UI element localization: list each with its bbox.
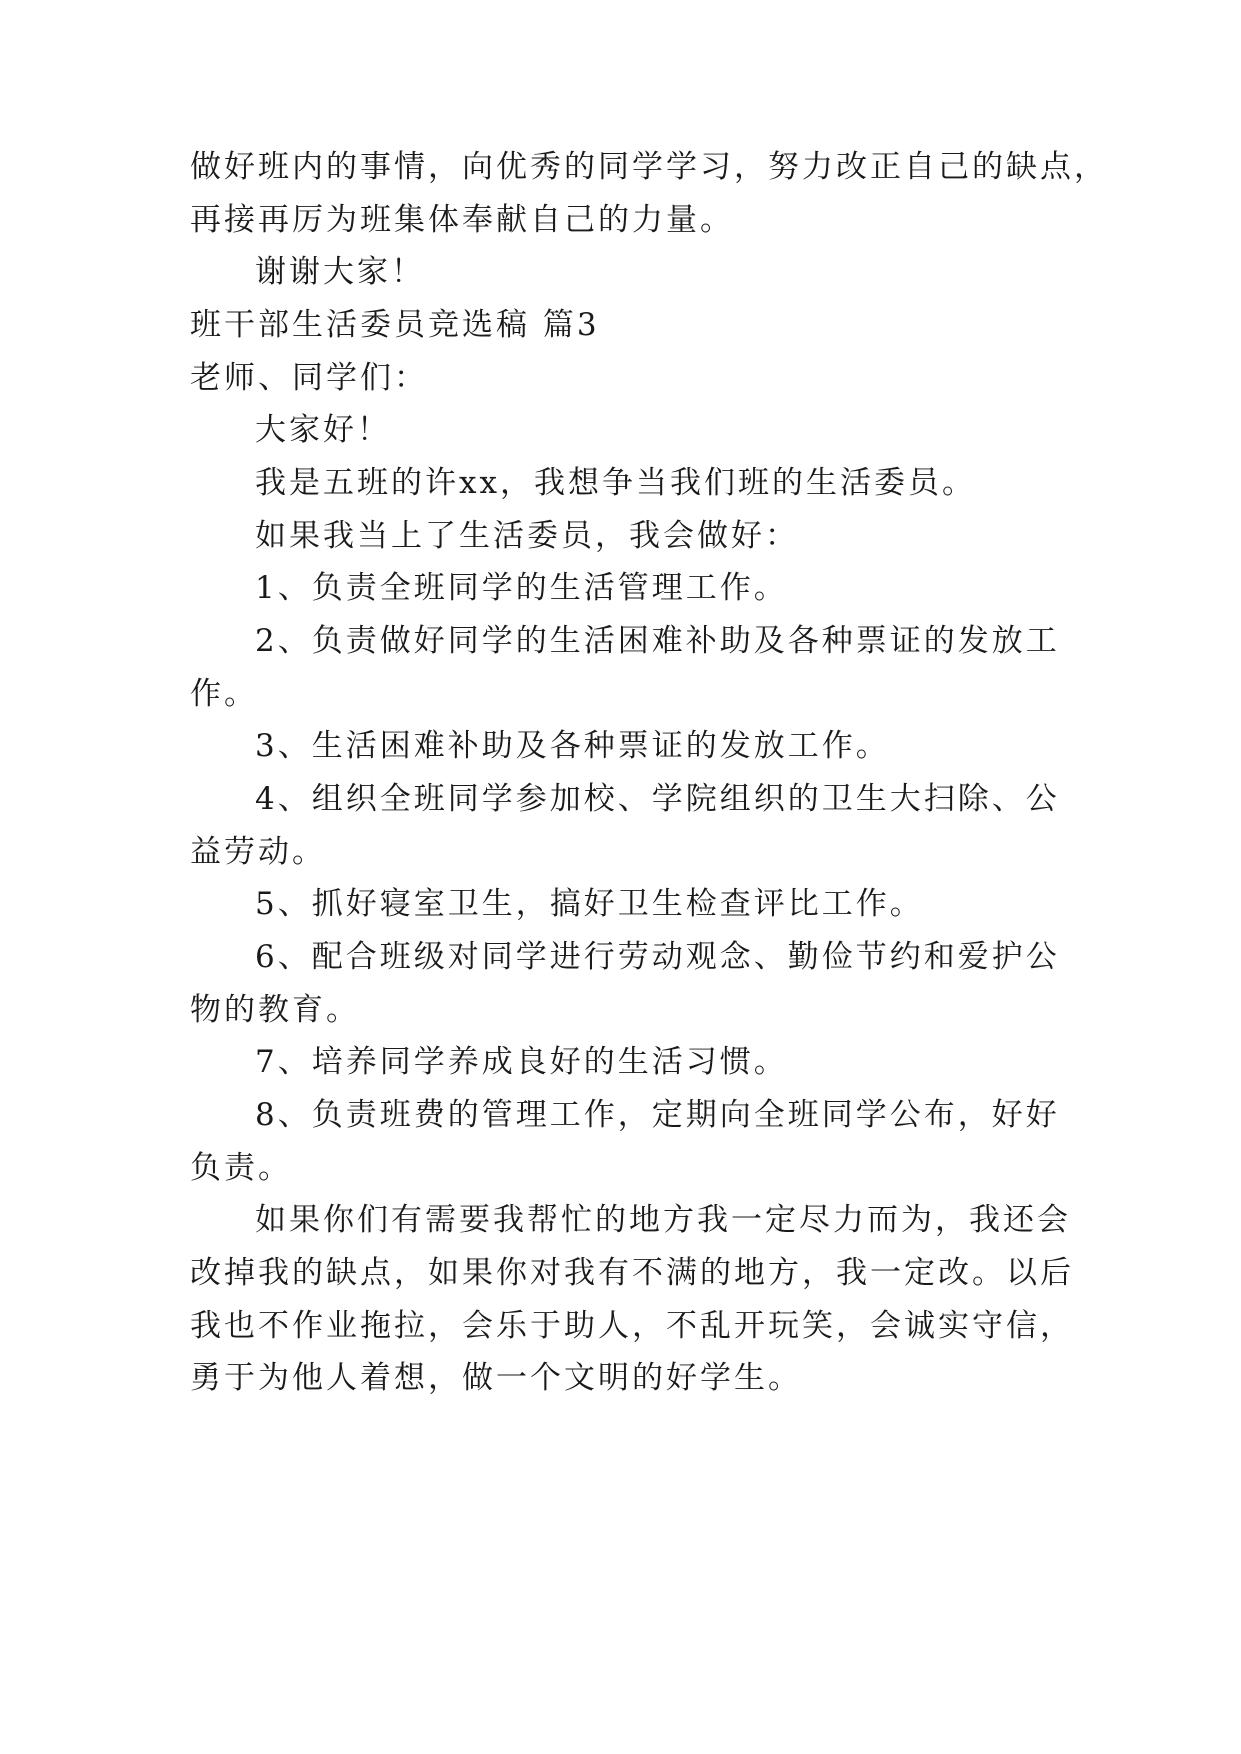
list-item-continuation: 物的教育。 xyxy=(190,992,360,1028)
list-item-continuation: 负责。 xyxy=(190,1150,292,1186)
paragraph-line: 勇于为他人着想，做一个文明的好学生。 xyxy=(190,1360,802,1396)
paragraph-line: 改掉我的缺点，如果你对我有不满的地方，我一定改。以后 xyxy=(190,1255,1074,1291)
list-item: 5、抓好寝室卫生，搞好卫生检查评比工作。 xyxy=(255,886,924,922)
list-item: 4、组织全班同学参加校、学院组织的卫生大扫除、公 xyxy=(255,781,1060,817)
paragraph-line: 做好班内的事情，向优秀的同学学习，努力改正自己的缺点， xyxy=(190,149,1108,185)
list-item: 8、负责班费的管理工作，定期向全班同学公布，好好 xyxy=(255,1097,1060,1133)
list-item-continuation: 作。 xyxy=(190,676,258,712)
list-item: 2、负责做好同学的生活困难补助及各种票证的发放工 xyxy=(255,623,1060,659)
paragraph-line: 我也不作业拖拉，会乐于助人，不乱开玩笑，会诚实守信， xyxy=(190,1308,1074,1344)
section-heading: 班干部生活委员竞选稿 篇3 xyxy=(190,307,600,343)
list-item-continuation: 益劳动。 xyxy=(190,834,326,870)
list-item: 3、生活困难补助及各种票证的发放工作。 xyxy=(255,728,890,764)
paragraph-line: 如果你们有需要我帮忙的地方我一定尽力而为，我还会 xyxy=(255,1202,1071,1238)
paragraph-line: 如果我当上了生活委员，我会做好： xyxy=(255,518,799,554)
closing-thanks: 谢谢大家！ xyxy=(255,254,425,290)
paragraph-line: 我是五班的许xx，我想争当我们班的生活委员。 xyxy=(255,465,976,501)
list-item: 1、负责全班同学的生活管理工作。 xyxy=(255,570,788,606)
list-item: 7、培养同学养成良好的生活习惯。 xyxy=(255,1044,788,1080)
salutation: 老师、同学们： xyxy=(190,360,428,396)
greeting: 大家好！ xyxy=(255,412,391,448)
list-item: 6、配合班级对同学进行劳动观念、勤俭节约和爱护公 xyxy=(255,939,1060,975)
paragraph-line: 再接再厉为班集体奉献自己的力量。 xyxy=(190,202,734,238)
